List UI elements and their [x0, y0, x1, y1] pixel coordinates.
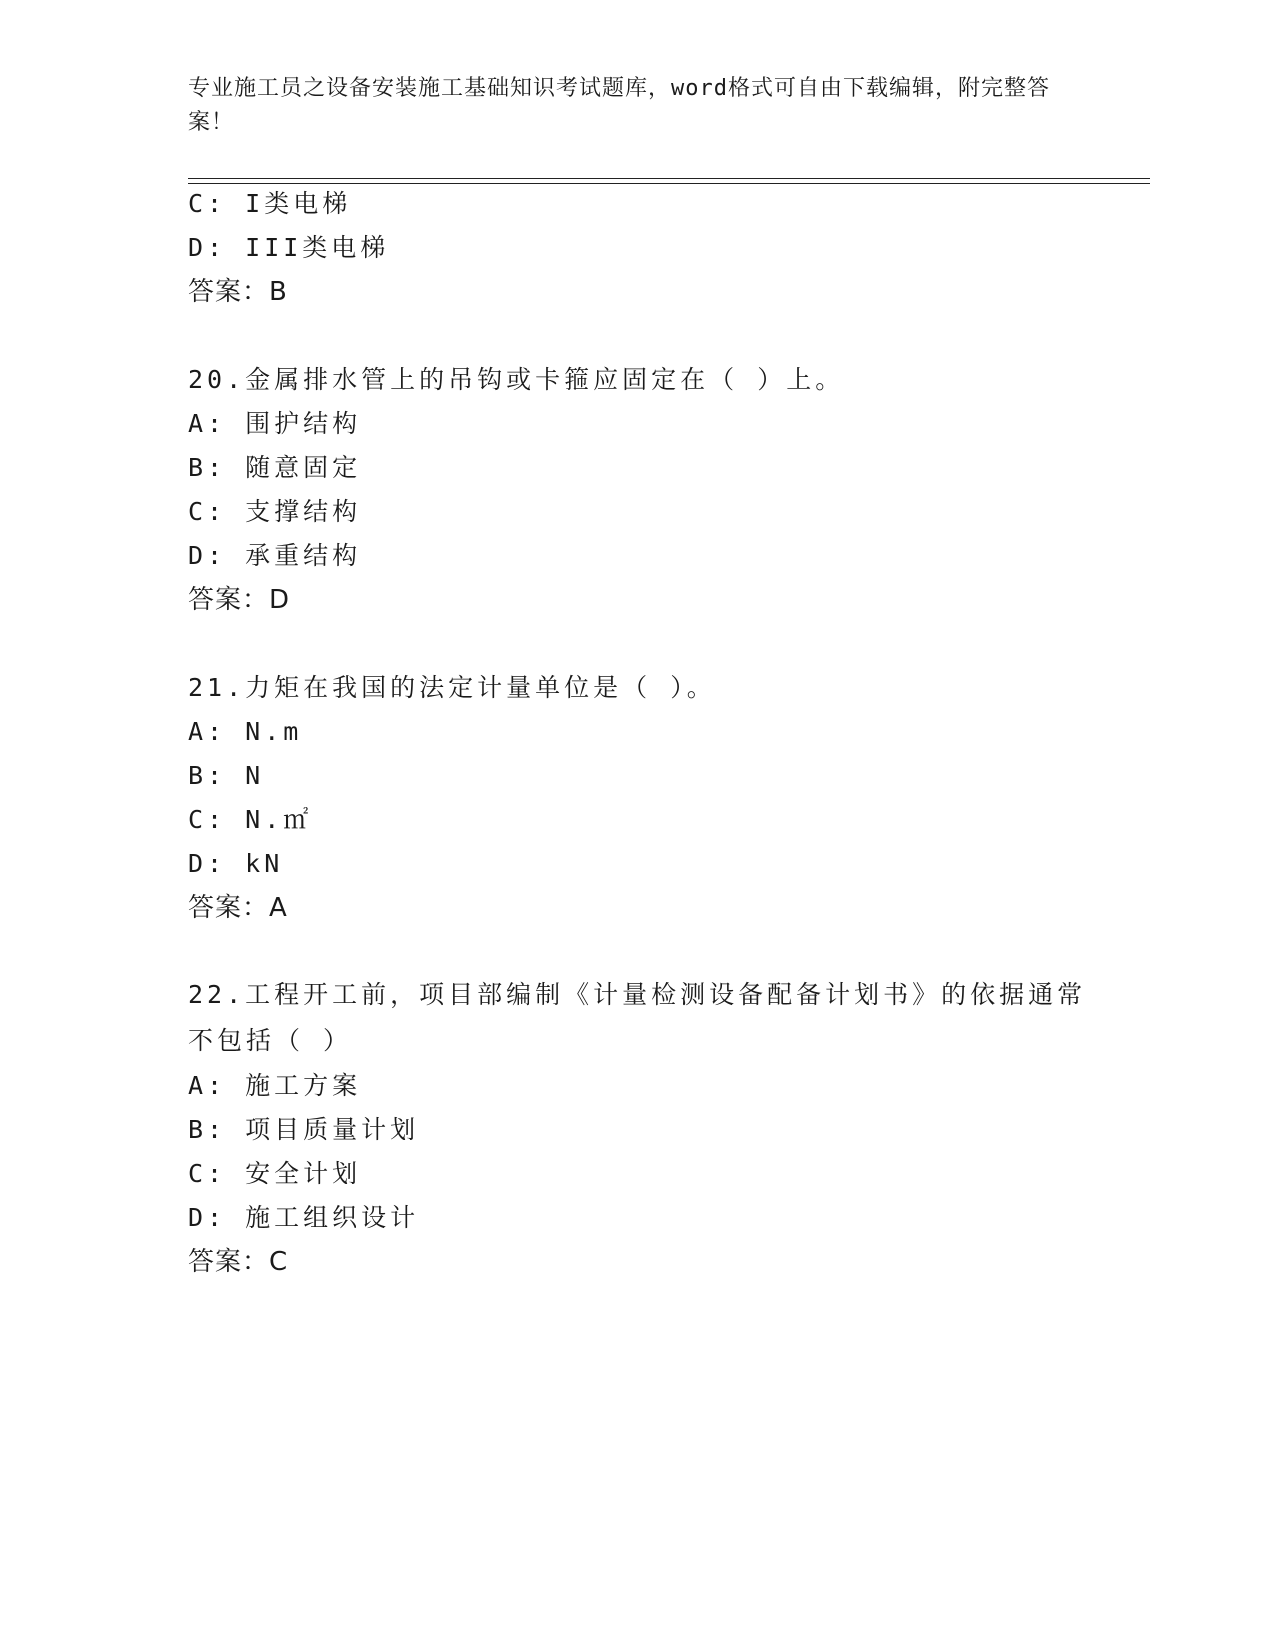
- q20-option-c: C: 支撑结构: [188, 497, 362, 526]
- header-rule-top: [188, 178, 1150, 179]
- q21-answer: 答案：A: [188, 893, 288, 923]
- q19-option-d: D: III类电梯: [188, 233, 390, 262]
- q22-question: 22.工程开工前，项目部编制《计量检测设备配备计划书》的依据通常不包括（ ）: [188, 980, 1087, 1055]
- q22-option-c: C: 安全计划: [188, 1159, 362, 1188]
- q21-question: 21.力矩在我国的法定计量单位是（ ）。: [188, 673, 716, 702]
- q21-option-d: D: kN: [188, 849, 284, 878]
- q20-question: 20.金属排水管上的吊钩或卡箍应固定在（ ）上。: [188, 365, 845, 394]
- q21-option-b: B: N: [188, 761, 265, 790]
- q20-option-b: B: 随意固定: [188, 453, 362, 482]
- q22-answer: 答案：C: [188, 1247, 289, 1277]
- header-rule-bottom: [188, 183, 1150, 184]
- q20-option-a: A: 围护结构: [188, 409, 362, 438]
- q19-option-c: C: I类电梯: [188, 189, 352, 218]
- q22-option-d: D: 施工组织设计: [188, 1203, 420, 1232]
- q20-answer: 答案：D: [188, 585, 291, 615]
- q22-option-b: B: 项目质量计划: [188, 1115, 420, 1144]
- q21-option-c: C: N.㎡: [188, 805, 313, 834]
- q20-option-d: D: 承重结构: [188, 541, 362, 570]
- q21-option-a: A: N.m: [188, 717, 303, 746]
- q19-answer: 答案：B: [188, 277, 288, 307]
- q22-option-a: A: 施工方案: [188, 1071, 362, 1100]
- document-header: 专业施工员之设备安装施工基础知识考试题库，word格式可自由下载编辑，附完整答案！: [188, 76, 1050, 135]
